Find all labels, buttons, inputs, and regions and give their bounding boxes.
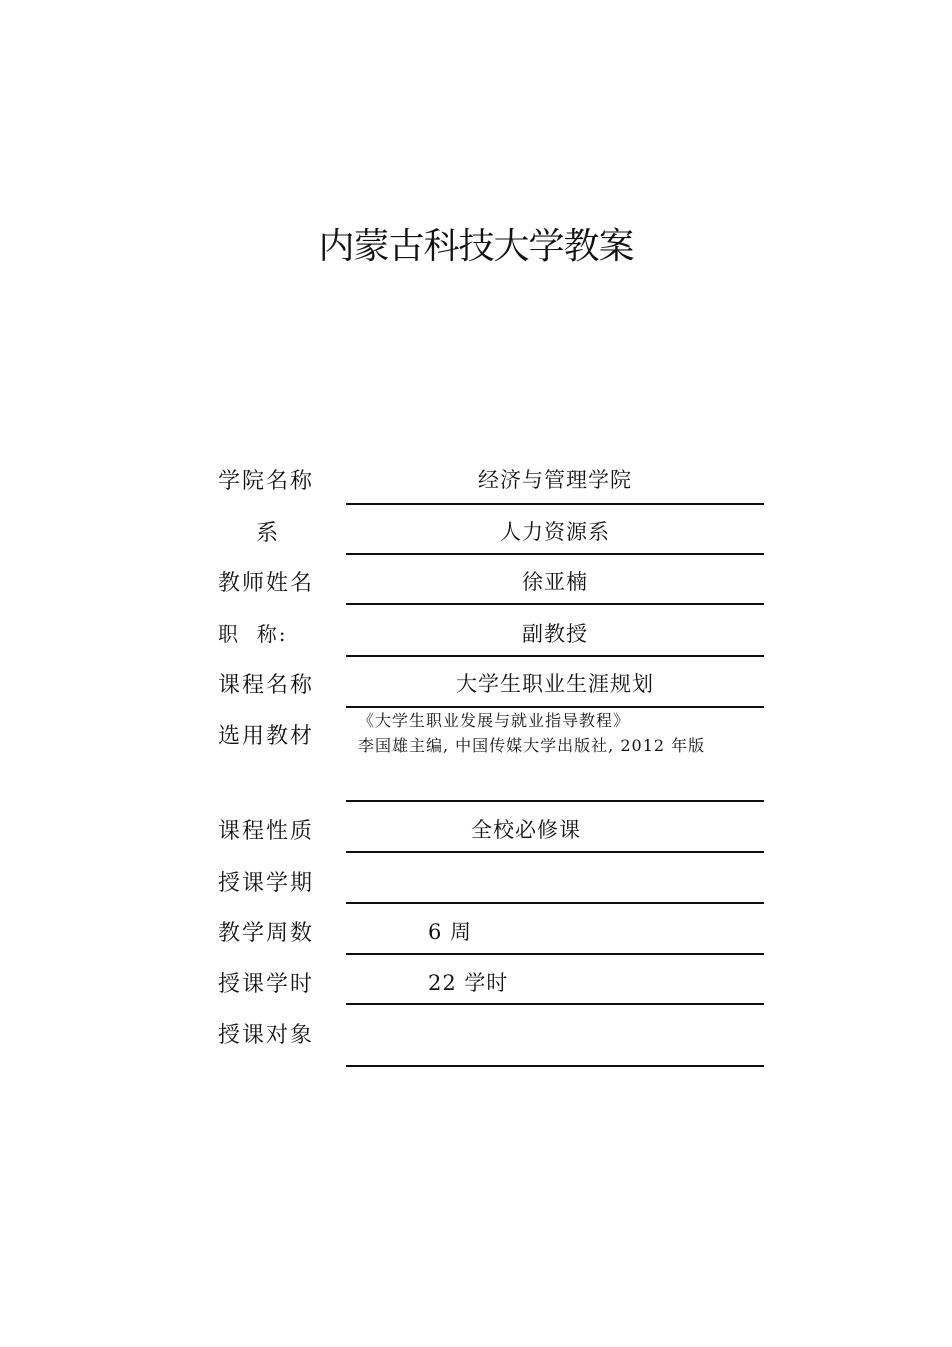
rank-underline <box>346 655 764 657</box>
nature-label: 课程性质 <box>218 819 315 844</box>
weeks-value: 6 周 <box>428 920 473 944</box>
term-label: 授课学期 <box>218 871 315 896</box>
department-value: 人力资源系 <box>500 520 610 544</box>
college-label: 学院名称 <box>218 469 315 494</box>
term-underline <box>346 902 764 904</box>
nature-underline <box>346 851 764 853</box>
textbook-publisher: 李国雄主编, 中国传媒大学出版社, 2012 年版 <box>358 736 706 755</box>
hours-value: 22 学时 <box>428 971 509 995</box>
teacher-value: 徐亚楠 <box>522 570 588 594</box>
rank-label: 职 称: <box>218 622 288 646</box>
document-title: 内蒙古科技大学教案 <box>318 226 634 267</box>
weeks-underline <box>346 953 764 955</box>
rank-value: 副教授 <box>522 622 588 646</box>
college-value: 经济与管理学院 <box>478 468 632 492</box>
hours-underline <box>346 1003 764 1005</box>
textbook-underline <box>346 800 764 802</box>
teacher-underline <box>346 603 764 605</box>
audience-label: 授课对象 <box>218 1023 315 1048</box>
college-underline <box>346 503 764 505</box>
department-underline <box>346 553 764 555</box>
weeks-label: 教学周数 <box>218 921 315 946</box>
textbook-title: 《大学生职业发展与就业指导教程》 <box>358 711 631 730</box>
audience-underline <box>346 1065 764 1067</box>
textbook-label: 选用教材 <box>218 724 315 749</box>
hours-label: 授课学时 <box>218 972 315 997</box>
teacher-label: 教师姓名 <box>218 571 315 596</box>
department-label: 系 <box>255 521 280 546</box>
course-value: 大学生职业生涯规划 <box>456 672 654 696</box>
course-label: 课程名称 <box>218 673 315 698</box>
nature-value: 全校必修课 <box>471 818 581 842</box>
